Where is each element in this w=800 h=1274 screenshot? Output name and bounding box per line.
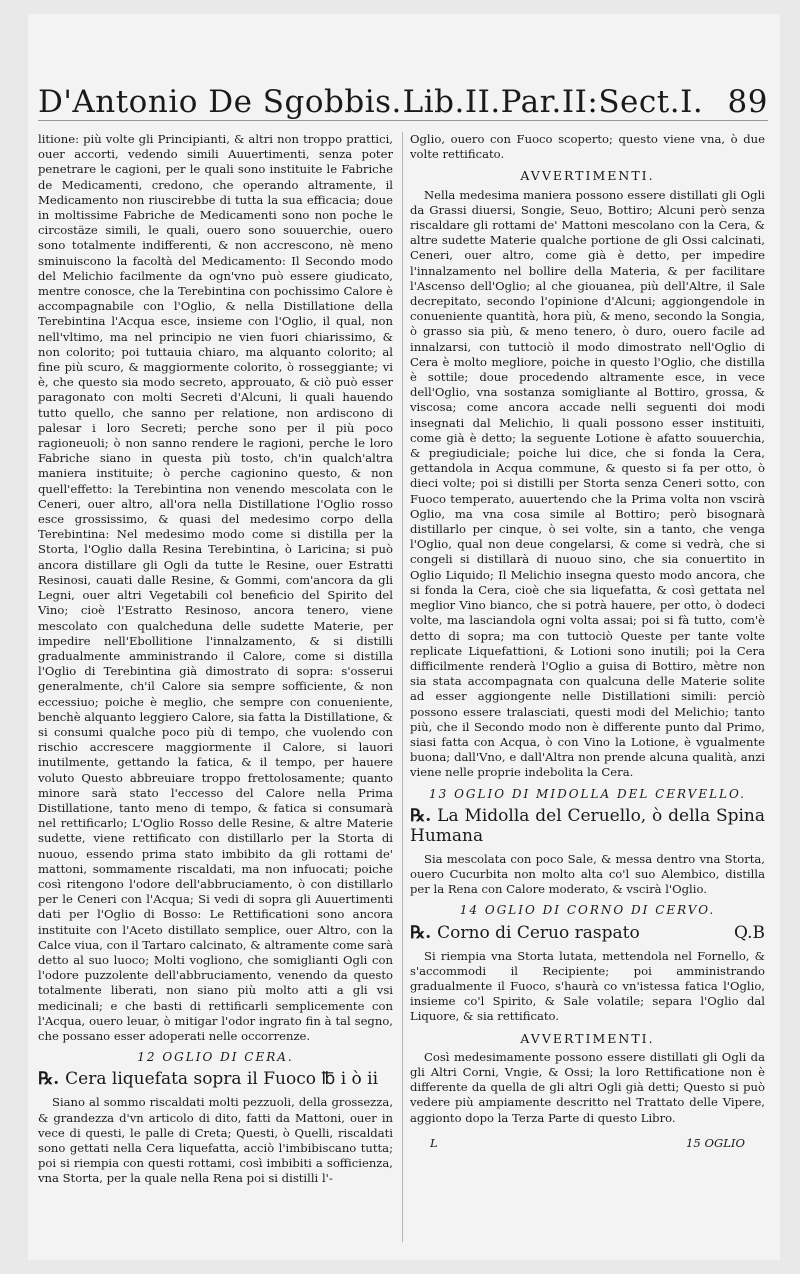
paragraph: Così medesimamente possono essere distillati gli Ogli da gli Altri Corni, Vngie, & Ossi; la loro Rettificatione non è differente da quella de gli altri Ogli già detti; Questo si può vedere più ampiamente descritto nel Trattato delle Vipere, aggionto dopo la Terza Parte di questo Libro.	[410, 1049, 765, 1125]
right-column	[410, 132, 765, 1242]
section-heading-12: 12 OGLIO DI CERA.	[137, 1050, 294, 1065]
running-header	[38, 58, 768, 121]
paragraph: litione: più volte gli Principianti, & altri non troppo prattici, ouer accorti, vedendo simili Auuertimenti, senza poter penetrare le cagioni, per le quali sono instituite le Fabriche de Medicamenti, credono, che operando altramente, il Medicamento non riuscirebbe di tutta la sua efficacia; doue in moltissime Fabriche de Medicamenti sono non poche le circostäze simili, le quali, ouero sono souuerchie, ouero sono totalmente indifferenti, & non accrescono, nè meno sminuiscono la facoltà del Medicamento: Il Secondo modo del Melichio facilmente da ogn'vno può essere giudicato, mentre conosce, che la Terebintina con pochissimo Calore è accompagnabile con l'Oglio, & nella Distillatione della Terebintina l'Acqua esce, insieme con l'Oglio, il qual, non nell'vltimo, ma nel principio ne vien fuori chiarissimo, & non colorito; poi tuttauia chiaro, ma alquanto colorito; al fine più scuro, & maggiormente colorito, ò rosseggiante; vi è, che questo sia modo secreto, approuato, & ciò può esser paragonato con molti Secreti d'Alcuni, li quali hauendo tutto quello, che sanno per relatione, non ardiscono di palesar i loro Secreti; perche sono per il più poco ragioneuoli; ò non sanno rendere le ragioni, perche le loro Fabriche siano in questa più tosto, ch'in qualch'altra maniera instituite; ò perche cagionino questo, & non quell'effetto: la Terebintina non venendo mescolata con le Ceneri, ouer altro, all'ora nella Distillatione l'Oglio rosso esce grossissimo, & quasi del medesimo corpo della Terebintina: Nel medesimo modo come si distilla per la Storta, l'Oglio dalla Resina Terebintina, ò Laricina; si può ancora distillare gli Ogli da tutte le Resine, ouer Estratti Resinosi, cauati dalle Resine, & Gommi, com'ancora da gli Legni, ouer altri Vegetabili col beneficio del Spirito del Vino; cioè l'Estratto Resinoso, ancora tenero, viene mescolato con qualcheduna delle sudette Materie, per impedire nell'Ebollitione l'innalzamento, & si distilli gradualmente amministrando il Calore, come si distilla l'Oglio di Terebintina già dimostrato di sopra: s'osserui generalmente, ch'il Calore sia sempre sofficiente, & non eccessiuo; poiche è meglio, che sempre con conueniente, benchè alquanto leggiero Calore, sia fatta la Distillatione, & si consumi qualche poco più di tempo, che vuolendo con rischio accrescere maggiormente il Calore, si lauori inutilmente, gettando la fatica, & il tempo, per hauere voluto Questo abbreuiare troppo frettolosamente; quanto minore sarà stato l'eccesso del Calore nella Prima Distillatione, tanto meno di tempo, & fatica si consumarà nel rettificarlo; L'Oglio Rosso delle Resine, & altre Materie sudette, viene rettificato con distillarlo per la Storta di nuouo, essendo prima stato imbibito da gli rottami de' mattoni, sommamente riscaldati, ma non infuocati; poiche così ritengono l'odore dell'abbruciamento, ò con distillarlo per le Ceneri con l'Acqua; Si vedi di sopra gli Auuertimenti dati per l'Oglio di Bosso: Le Rettificationi sono ancora instituite con l'Aceto distillato semplice, ouer Altro, con la Calce viua, con il Tartaro calcinato, & altramente come sarà detto al suo luoco; Molti vogliono, che somiglianti Ogli con l'odore puzzolente dell'abbruciamento, venendo da questo totalmente liberati, non siano più molto atti a gli vsi medicinali; e che basti di rettificarli semplicemente con l'Acqua, ouero leuar, ò mitigar l'odor ingrato fin à tal segno, che possano esser adoperati nelle occorrenze.	[38, 132, 393, 1043]
recipe-quantity: Q.B	[734, 922, 765, 943]
recipe-text: Corno di Ceruo raspato	[437, 922, 640, 943]
recipe-line-13	[410, 806, 765, 846]
notes-heading: AVVERTIMENTI.	[520, 168, 655, 184]
paragraph: Nella medesima maniera possono essere distillati gli Ogli da Grassi diuersi, Songie, Seuo, Bottiro; Alcuni però senza riscaldare gli rottami de' Mattoni mescolano con la Cera, & altre sudette Materie qualche portione de gli Ossi calcinati, Ceneri, ouer altro, come già è detto, per impedire l'innalzamento nel bollire della Materia, & per facilitare l'Ascenso dell'Oglio; al che giouanea, più dell'Altre, il Sale decrepitato, secondo l'opinione d'Alcuni; aggiongendole in conueniente quantità, hora più, & meno, secondo la Songia, ò grasso sia più, & meno tenero, ò duro, ouero facile ad innalzarsi, con tuttociò il modo dimostrato nell'Oglio di Cera è molto megliore, poiche in questo l'Oglio, che distilla è sottile; doue procedendo altramente esce, in vece dell'Oglio, vna sostanza somigliante al Bottiro, grossa, & viscosa; come ancora accade nelli seguenti doi modi insegnati dal Melichio, li quali possono esser instituiti, come già è detto; la seguente Lotione è afatto souuerchia, & pregiudiciale; poiche lui dice, che si fonda la Cera, gettandola in Acqua commune, & questo si fa per otto, ò dieci volte; poi si distilli per Storta senza Ceneri sotto, con Fuoco temperato, auuertendo che la Prima volta non vscirà Oglio, ma vna cosa simile al Bottiro; però bisognarà distillarlo per cinque, ò sei volte, sin a tanto, che venga l'Oglio, qual non deue congelarsi, & come si vedrà, che si congeli si distillarà di nuouo sino, che sia conuertito in Oglio Liquido; Il Melichio insegna questo modo ancora, che si fonda la Cera, cioè che sia liquefatta, & così gettata nel meglior Vino bianco, che si potrà hauere, per otto, ò dodeci volte, ma lasciandola ogni volta assai; poi si fà tutto, com'è detto di sopra; ma con tuttociò Queste per tante volte replicate Liquefattioni, & Lotioni sono inutili; poi la Cera difficilmente renderà l'Oglio a guisa di Bottiro, mètre non sia stata accompagnata con qualcuna delle Materie solite ad esser aggiongente nelle Distillationi simili: perciò possono essere tralasciati, questi modi del Melichio; tanto più, che il Secondo modo non è differente punto dal Primo, siasi fatta con Acqua, ò con Vino la Lotione, è vgualmente buona; dall'Vno, e dall'Altra non prende alcuna qualità, anzi viene nelle proprie indebolita la Cera.	[410, 187, 765, 780]
book-page	[28, 14, 780, 1260]
recipe-line-12	[38, 1069, 393, 1089]
paragraph: Sia mescolata con poco Sale, & messa dentro vna Storta, ouero Cucurbita non molto alta co'l suo Alembico, distilla per la Rena con Calore moderato, & vscirà l'Oglio.	[410, 851, 765, 897]
paragraph: Si riempia vna Storta lutata, mettendola nel Fornello, & s'accommodi il Recipiente; poi amministrando gradualmente il Fuoco, s'haurà co vn'istessa fatica l'Oglio, insieme co'l Spirito, & Sale volatile; separa l'Oglio dal Liquore, & sia rettificato.	[410, 948, 765, 1024]
paragraph: Siano al sommo riscaldati molti pezzuoli, della grossezza, & grandezza d'vn articolo di dito, fatti da Mattoni, ouer in vece di questi, le palle di Creta; Questi, ò Quelli, riscaldati sono gettati nella Cera liquefatta, acciò l'imbibiscano tutta; poi si riempia con questi rottami, così imbibiti a sofficienza, vna Storta, per la quale nella Rena poi si distilli l'-	[38, 1095, 393, 1186]
recipe-symbol: ℞.	[410, 922, 432, 943]
section-heading-13: 13 OGLIO DI MIDOLLA DEL CERVELLO.	[429, 786, 746, 801]
header-right	[403, 84, 768, 120]
column-divider	[402, 132, 403, 1242]
signature-mark: L	[430, 1135, 438, 1150]
notes-heading: AVVERTIMENTI.	[520, 1030, 655, 1046]
recipe-text: La Midolla del Ceruello, ò della Spina Humana	[410, 805, 765, 846]
page-footer	[410, 1136, 765, 1151]
recipe-text: Cera liquefata sopra il Fuoco ℔ i ò ii	[65, 1069, 379, 1090]
catchword: 15 OGLIO	[686, 1135, 745, 1150]
page-number: 89	[727, 84, 768, 120]
paragraph: Oglio, ouero con Fuoco scoperto; questo viene vna, ò due volte rettificato.	[410, 132, 765, 162]
recipe-symbol: ℞.	[38, 1069, 60, 1090]
header-author: D'Antonio De Sgobbis.	[38, 84, 402, 120]
section-heading-14: 14 OGLIO DI CORNO DI CERVO.	[459, 903, 716, 918]
recipe-line-14	[410, 923, 765, 943]
header-book: Lib.II.Par.II:Sect.I.	[402, 84, 704, 120]
left-column	[38, 132, 393, 1242]
recipe-symbol: ℞.	[410, 805, 432, 826]
